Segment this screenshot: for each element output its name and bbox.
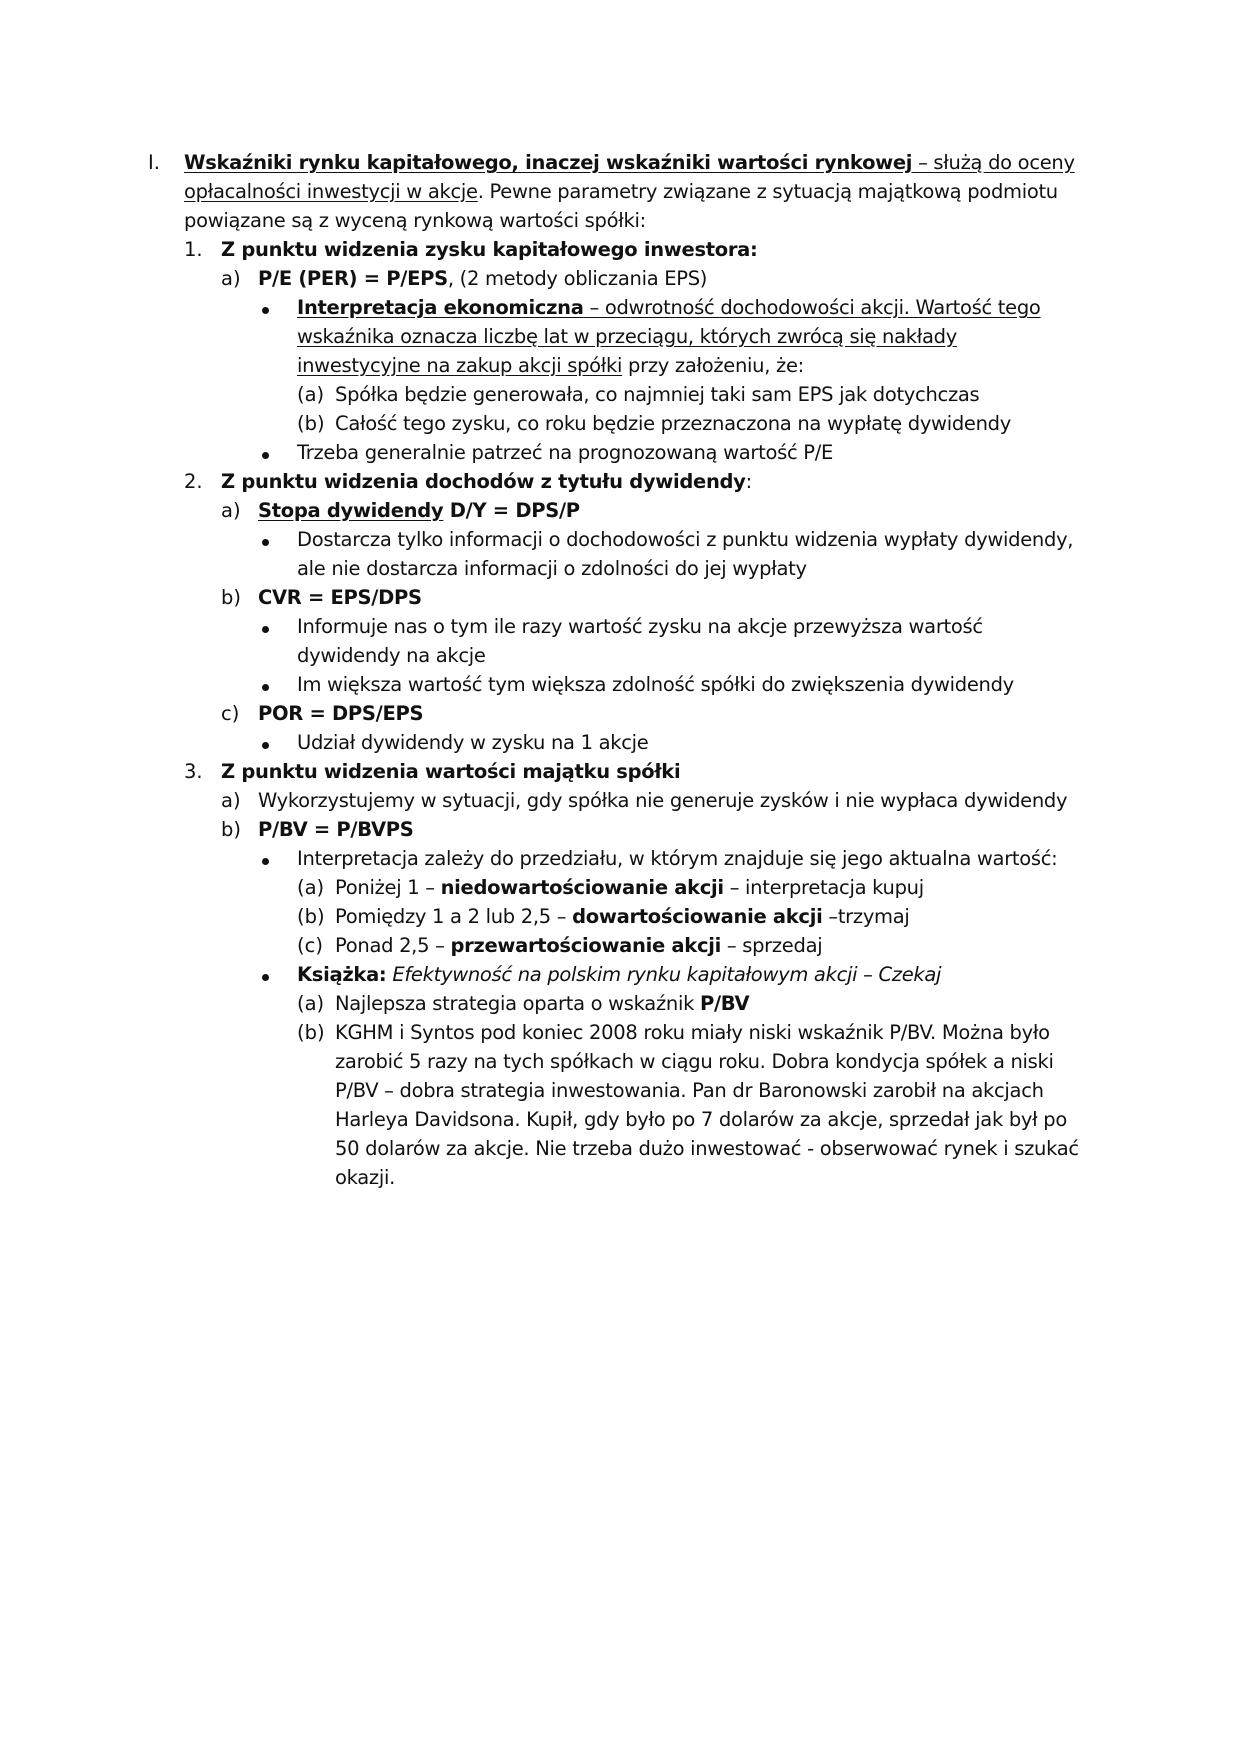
bullet-icon — [262, 684, 269, 691]
item2-title: Z punktu widzenia dochodów z tytułu dywidendy — [221, 470, 746, 493]
item2a-line — [258, 496, 580, 525]
section-line2-underlined: opłacalności inwestycji w akcje — [184, 180, 478, 203]
item1a-bullet2: Trzeba generalnie patrzeć na prognozowaną wartość P/E — [297, 441, 834, 464]
item3b-s2-marker: (b) — [297, 905, 325, 928]
item3b-marker: b) — [221, 818, 241, 841]
item1a-sub-b-marker: (b) — [297, 412, 325, 435]
item2a-bullet1-line1: Dostarcza tylko informacji o dochodowości z punktu widzenia wypłaty dywidendy, — [297, 528, 1074, 551]
item2-title-line — [221, 467, 752, 496]
item3b-t1-marker: (a) — [297, 992, 325, 1015]
item3b-t2-line5: 50 dolarów za akcje. Nie trzeba dużo inwestować - obserwować rynek i szukać — [335, 1137, 1079, 1160]
item2c-marker: c) — [221, 702, 240, 725]
item3b-t2-line2: zarobić 5 razy na tych spółkach w ciągu roku. Dobra kondycja spółek a niski — [335, 1050, 1054, 1073]
item2c-bullet1: Udział dywidendy w zysku na 1 akcje — [297, 731, 649, 754]
item3b-s2-pre: Pomiędzy 1 a 2 lub 2,5 – — [335, 905, 573, 928]
item3b-s1-pre: Poniżej 1 – — [335, 876, 441, 899]
item3b-s1 — [335, 873, 924, 902]
item3b-t2-line1: KGHM i Syntos pod koniec 2008 roku miały niski wskaźnik P/BV. Można było — [335, 1021, 1050, 1044]
bullet-icon — [262, 974, 269, 981]
item2c-formula: POR = DPS/EPS — [258, 702, 424, 725]
item3b-bullet2 — [297, 960, 941, 989]
item2a-marker: a) — [221, 499, 241, 522]
bullet-icon — [262, 626, 269, 633]
item3b-book-title: Efektywność na polskim rynku kapitałowym akcji – Czekaj — [386, 963, 942, 986]
item2-marker: 2. — [184, 470, 203, 493]
item3b-t1-pre: Najlepsza strategia oparta o wskaźnik — [335, 992, 700, 1015]
item3b-s1-marker: (a) — [297, 876, 325, 899]
section-heading-line-3: powiązane są z wyceną rynkową wartości spółki: — [184, 209, 646, 232]
item3b-s3 — [335, 931, 822, 960]
item1a-marker: a) — [221, 267, 241, 290]
section-heading-line-2 — [184, 177, 1058, 206]
item3b-t2-line3: P/BV – dobra strategia inwestowania. Pan dr Baronowski zarobił na akcjach — [335, 1079, 1044, 1102]
item3b-t1-bold: P/BV — [699, 992, 750, 1015]
item2b-bullet2: Im większa wartość tym większa zdolność spółki do zwiększenia dywidendy — [297, 673, 1014, 696]
item3a-marker: a) — [221, 789, 241, 812]
item1a-bullet1-bold: Interpretacja ekonomiczna — [297, 296, 584, 319]
section-line2-rest: . Pewne parametry związane z sytuacją majątkową podmiotu — [477, 180, 1058, 203]
item3b-bullet1: Interpretacja zależy do przedziału, w którym znajduje się jego aktualna wartość: — [297, 847, 1058, 870]
item1a-bullet1-line2: wskaźnika oznacza liczbę lat w przeciągu, których zwrócą się nakłady — [297, 325, 957, 348]
item3b-s2-bold: dowartościowanie akcji — [572, 905, 823, 928]
item3b-s3-bold: przewartościowanie akcji — [450, 934, 721, 957]
item1a-note: , (2 metody obliczania EPS) — [447, 267, 708, 290]
item1a-sub-b: Całość tego zysku, co roku będzie przeznaczona na wypłatę dywidendy — [335, 412, 1011, 435]
item3b-s3-pre: Ponad 2,5 – — [335, 934, 451, 957]
item2a-bullet1-line2: ale nie dostarcza informacji o zdolności do jej wypłaty — [297, 557, 807, 580]
bullet-icon — [262, 452, 269, 459]
bullet-icon — [262, 539, 269, 546]
bullet-icon — [262, 307, 269, 314]
item3b-t2-line6: okazji. — [335, 1166, 395, 1189]
item3b-s2 — [335, 902, 910, 931]
item1a-bullet1-line3-underlined: inwestycyjne na zakup akcji spółki — [297, 354, 623, 377]
item3b-s2-post: –trzymaj — [822, 905, 910, 928]
item1a-bullet1-line3-rest: przy założeniu, że: — [622, 354, 804, 377]
bullet-icon — [262, 742, 269, 749]
item1-marker: 1. — [184, 238, 203, 261]
item2a-underlined: Stopa dywidendy — [258, 499, 444, 522]
item2a-formula: D/Y = DPS/P — [443, 499, 580, 522]
item2b-bullet1-line1: Informuje nas o tym ile razy wartość zysku na akcje przewyższa wartość — [297, 615, 983, 638]
item3b-s1-post: – interpretacja kupuj — [723, 876, 924, 899]
section-marker: I. — [148, 151, 160, 174]
item1a-line — [258, 264, 707, 293]
section-heading-rest: – służą do oceny — [912, 151, 1075, 174]
item1-title: Z punktu widzenia zysku kapitałowego inwestora: — [221, 238, 758, 261]
item1a-sub-a: Spółka będzie generowała, co najmniej taki sam EPS jak dotychczas — [335, 383, 980, 406]
item3b-t1 — [335, 989, 749, 1018]
item1a-bullet1-rest: – odwrotność dochodowości akcji. Wartość tego — [583, 296, 1041, 319]
item2b-formula: CVR = EPS/DPS — [258, 586, 422, 609]
section-heading-line-1 — [184, 148, 1075, 177]
item3-title: Z punktu widzenia wartości majątku spółki — [221, 760, 681, 783]
item3b-formula: P/BV = P/BVPS — [258, 818, 414, 841]
item3b-t2-line4: Harleya Davidsona. Kupił, gdy było po 7 dolarów za akcje, sprzedał jak był po — [335, 1108, 1068, 1131]
item3a-text: Wykorzystujemy w sytuacji, gdy spółka nie generuje zysków i nie wypłaca dywidendy — [258, 789, 1068, 812]
item2b-bullet1-line2: dywidendy na akcje — [297, 644, 486, 667]
item3b-book-label: Książka: — [297, 963, 387, 986]
item2b-marker: b) — [221, 586, 241, 609]
item3b-s3-marker: (c) — [297, 934, 323, 957]
section-heading-bold: Wskaźniki rynku kapitałowego, inaczej wskaźniki wartości rynkowej — [184, 151, 913, 174]
item1a-formula: P/E (PER) = P/EPS — [258, 267, 448, 290]
item3b-t2-marker: (b) — [297, 1021, 325, 1044]
item1a-bullet1-line1 — [297, 293, 1041, 322]
item1a-bullet1-line3 — [297, 351, 804, 380]
item3-marker: 3. — [184, 760, 203, 783]
bullet-icon — [262, 858, 269, 865]
item3b-s1-bold: niedowartościowanie akcji — [440, 876, 724, 899]
item3b-s3-post: – sprzedaj — [720, 934, 823, 957]
item2-title-colon: : — [745, 470, 752, 493]
item1a-sub-a-marker: (a) — [297, 383, 325, 406]
